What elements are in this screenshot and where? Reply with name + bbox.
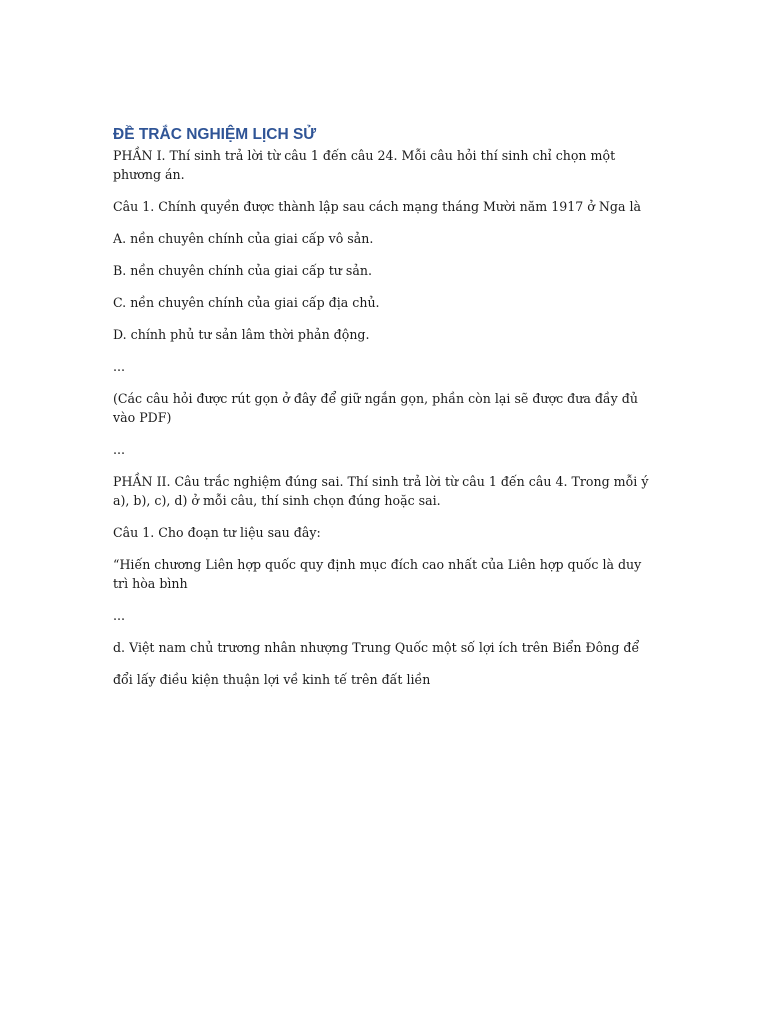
statement-d-continued: đổi lấy điều kiện thuận lợi về kinh tế trên đất liền bbox=[113, 672, 431, 687]
question-1-stem: Câu 1. Chính quyền được thành lập sau cách mạng tháng Mười năm 1917 ở Nga là bbox=[113, 199, 641, 214]
document-title: ĐỀ TRẮC NGHIỆM LỊCH SỬ bbox=[113, 126, 317, 143]
part-2-instructions: PHẦN II. Câu trắc nghiệm đúng sai. Thí sinh trả lời từ câu 1 đến câu 4. Trong mỗi ý a), b), c), d) ở mỗi câu, thí sinh chọn đúng hoặc sai. bbox=[113, 474, 649, 508]
part-2-question-1-stem: Câu 1. Cho đoạn tư liệu sau đây: bbox=[113, 525, 321, 540]
ellipsis: ... bbox=[113, 608, 126, 623]
option-d: D. chính phủ tư sản lâm thời phản động. bbox=[113, 327, 370, 342]
source-quote: “Hiến chương Liên hợp quốc quy định mục đích cao nhất của Liên hợp quốc là duy trì hòa bình bbox=[113, 557, 642, 591]
option-c: C. nền chuyên chính của giai cấp địa chủ. bbox=[113, 295, 380, 310]
part-1-instructions: PHẦN I. Thí sinh trả lời từ câu 1 đến câu 24. Mỗi câu hỏi thí sinh chỉ chọn một phương án. bbox=[113, 148, 616, 182]
ellipsis: ... bbox=[113, 442, 126, 457]
ellipsis: ... bbox=[113, 359, 126, 374]
option-a: A. nền chuyên chính của giai cấp vô sản. bbox=[113, 231, 374, 246]
statement-d: d. Việt nam chủ trương nhân nhượng Trung Quốc một số lợi ích trên Biển Đông để bbox=[113, 640, 640, 655]
abridged-note: (Các câu hỏi được rút gọn ở đây để giữ ngắn gọn, phần còn lại sẽ được đưa đầy đủ vào PDF) bbox=[113, 391, 638, 425]
option-b: B. nền chuyên chính của giai cấp tư sản. bbox=[113, 263, 373, 278]
